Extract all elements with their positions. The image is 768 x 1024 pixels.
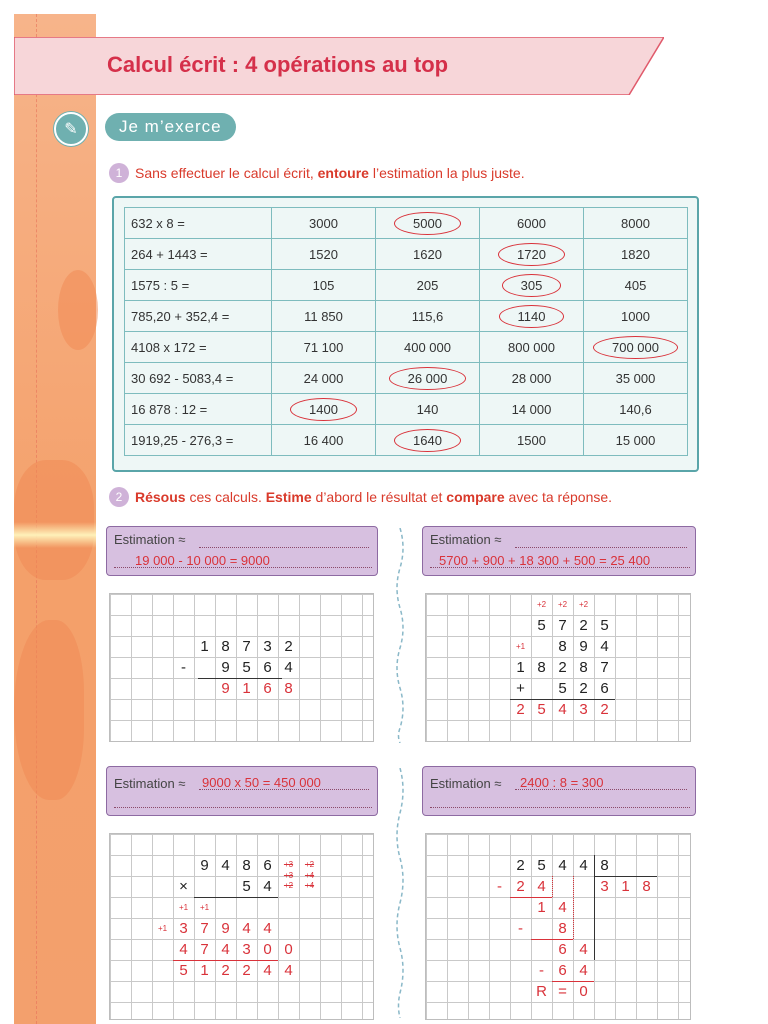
sidebar-silhouette [58, 270, 98, 350]
estimate-option[interactable] [480, 394, 584, 425]
exercise-number: 2 [109, 487, 129, 507]
estimate-option[interactable] [376, 270, 480, 301]
estimate-value: 1520 [309, 246, 338, 262]
carry-mark: +2 [578, 600, 589, 609]
crossed-carry: +4 [304, 870, 315, 880]
estimate-value: 28 000 [511, 370, 552, 386]
estimate-option[interactable] [480, 239, 584, 270]
carry-mark: +1 [178, 903, 189, 912]
digit: 1 [516, 659, 525, 676]
quotient-digit: 1 [621, 878, 630, 895]
estimation-label: Estimation ≈ [114, 776, 186, 791]
division-bar [594, 855, 595, 960]
digit: 8 [242, 857, 251, 874]
instruction-keyword: Estime [265, 489, 312, 505]
carry-mark: +2 [536, 600, 547, 609]
digit: 9 [221, 659, 230, 676]
circled-estimate: 305 [502, 274, 562, 297]
result-digit: 2 [221, 962, 230, 979]
result-digit: 8 [284, 680, 293, 697]
table-row [125, 394, 688, 425]
result-digit: 2 [516, 701, 525, 718]
estimate-value: 14 000 [511, 401, 552, 417]
digit: 4 [579, 857, 588, 874]
column-separator [393, 768, 407, 1018]
estimate-option[interactable] [376, 301, 480, 332]
estimate-option[interactable] [376, 363, 480, 394]
carry-mark: +1 [515, 642, 526, 651]
digit: 4 [600, 638, 609, 655]
partial-digit: 4 [179, 941, 188, 958]
estimation-answer: 2400 : 8 = 300 [520, 775, 604, 790]
estimate-value: 1620 [413, 246, 442, 262]
sidebar-highlight [14, 522, 96, 548]
digit: 9 [200, 857, 209, 874]
estimate-value: 405 [624, 277, 647, 293]
result-digit: 1 [200, 962, 209, 979]
estimate-option[interactable] [272, 301, 376, 332]
estimate-option[interactable] [272, 239, 376, 270]
result-digit: 4 [263, 962, 272, 979]
digit: 8 [558, 638, 567, 655]
estimate-value: 140,6 [619, 401, 652, 417]
remainder: R [536, 983, 547, 1000]
instruction-text: d’abord le résultat et [315, 489, 443, 505]
sidebar-silhouette [14, 460, 94, 580]
times-sign: × [179, 878, 188, 895]
digit: 2 [579, 617, 588, 634]
digit: 2 [558, 659, 567, 676]
answer-line [199, 547, 369, 548]
estimate-option[interactable] [480, 270, 584, 301]
circled-estimate: 1400 [290, 398, 357, 421]
estimation-grid [124, 207, 688, 456]
digit: 2 [579, 680, 588, 697]
bring-down-line [573, 876, 574, 939]
partial-digit: 7 [200, 920, 209, 937]
estimate-option[interactable] [376, 208, 480, 239]
step-digit: 1 [537, 899, 546, 916]
result-digit: 3 [579, 701, 588, 718]
result-digit: 2 [242, 962, 251, 979]
estimate-value: 35 000 [615, 370, 656, 386]
remainder: = [558, 983, 567, 1000]
estimation-answer: 9000 x 50 = 450 000 [202, 775, 321, 790]
crossed-carry: +2 [304, 860, 315, 869]
estimate-option[interactable] [584, 332, 688, 363]
step-digit: - [497, 878, 502, 895]
estimate-value: 3000 [309, 215, 338, 231]
digit: 5 [537, 857, 546, 874]
digit: 4 [284, 659, 293, 676]
crossed-carry: +3 [283, 870, 294, 880]
estimate-option[interactable] [584, 301, 688, 332]
calculation-grid [109, 833, 374, 1020]
digit: 2 [516, 857, 525, 874]
expression-cell: 16 878 : 12 = [125, 394, 272, 425]
estimation-label: Estimation ≈ [430, 776, 502, 791]
instruction-keyword: compare [446, 489, 505, 505]
result-digit: 1 [242, 680, 251, 697]
step-digit: 6 [558, 941, 567, 958]
result-digit: 5 [537, 701, 546, 718]
circled-estimate: 700 000 [593, 336, 678, 359]
instruction-text: Sans effectuer le calcul écrit, [135, 165, 314, 181]
estimate-value: 24 000 [303, 370, 344, 386]
estimate-option[interactable] [376, 332, 480, 363]
estimate-value: 400 000 [404, 339, 451, 355]
crossed-carry: +4 [304, 881, 315, 890]
plus-sign: + [516, 680, 525, 697]
divisor-digit: 8 [600, 857, 609, 874]
digit: 9 [579, 638, 588, 655]
digit: 1 [200, 638, 209, 655]
estimate-value: 105 [312, 277, 335, 293]
estimation-label: Estimation ≈ [114, 532, 186, 547]
step-digit: 8 [558, 920, 567, 937]
estimate-value: 1820 [621, 246, 650, 262]
bring-down-line [552, 876, 553, 897]
table-row [125, 270, 688, 301]
calculation-grid [425, 593, 691, 742]
table-row [125, 208, 688, 239]
estimation-box [422, 766, 696, 816]
minus-sign: - [181, 659, 186, 676]
answer-line [515, 547, 687, 548]
result-digit: 6 [263, 680, 272, 697]
carry-mark: +1 [199, 903, 210, 912]
estimate-option[interactable] [376, 425, 480, 456]
instruction-keyword: entoure [317, 165, 369, 181]
circled-estimate: 5000 [394, 212, 461, 235]
crossed-carry: +3 [283, 860, 294, 869]
digit: 5 [558, 680, 567, 697]
digit: 4 [221, 857, 230, 874]
estimate-option[interactable] [480, 332, 584, 363]
step-digit: 4 [579, 941, 588, 958]
carry-mark: +2 [557, 600, 568, 609]
estimate-option[interactable] [584, 239, 688, 270]
estimate-option[interactable] [376, 239, 480, 270]
exercise1-instruction [135, 165, 525, 181]
digit: 6 [263, 857, 272, 874]
column-separator [393, 528, 407, 743]
estimation-box [106, 526, 378, 576]
partial-digit: 7 [200, 941, 209, 958]
remainder: 0 [579, 983, 588, 1000]
expression-cell: 1919,25 - 276,3 = [125, 425, 272, 456]
circled-estimate: 26 000 [389, 367, 467, 390]
digit: 4 [263, 878, 272, 895]
digit: 2 [284, 638, 293, 655]
estimate-value: 140 [416, 401, 439, 417]
estimate-value: 800 000 [508, 339, 555, 355]
digit: 7 [242, 638, 251, 655]
result-digit: 9 [221, 680, 230, 697]
circled-estimate: 1140 [499, 305, 565, 328]
page-title: Calcul écrit : 4 opérations au top [107, 52, 449, 77]
digit: 5 [242, 878, 251, 895]
expression-cell: 785,20 + 352,4 = [125, 301, 272, 332]
expression-cell: 30 692 - 5083,4 = [125, 363, 272, 394]
table-row [125, 425, 688, 456]
section-label: Je m’exerce [105, 113, 236, 141]
step-digit: 4 [579, 962, 588, 979]
calculation-grid [109, 593, 374, 742]
step-digit: 2 [516, 878, 525, 895]
digit: 4 [558, 857, 567, 874]
exercise-number: 1 [109, 163, 129, 183]
exercise2-instruction [135, 489, 612, 505]
carry-mark: +1 [157, 924, 168, 933]
estimate-option[interactable] [376, 394, 480, 425]
estimation-box [422, 526, 696, 576]
answer-line [114, 807, 372, 808]
circled-estimate: 1720 [498, 243, 565, 266]
estimate-option[interactable] [272, 363, 376, 394]
estimate-value: 11 850 [304, 308, 343, 324]
estimate-option[interactable] [480, 363, 584, 394]
estimate-option[interactable] [584, 425, 688, 456]
instruction-keyword: Résous [135, 489, 186, 505]
estimate-option[interactable] [480, 301, 584, 332]
estimation-box [106, 766, 378, 816]
result-digit: 4 [284, 962, 293, 979]
step-digit: - [518, 920, 523, 937]
estimate-value: 71 100 [303, 339, 344, 355]
digit: 8 [221, 638, 230, 655]
estimate-option[interactable] [584, 394, 688, 425]
digit: 7 [600, 659, 609, 676]
pencil-icon: ✎ [54, 112, 88, 146]
partial-digit: 4 [263, 920, 272, 937]
quotient-digit: 3 [600, 878, 609, 895]
estimate-value: 16 400 [303, 432, 344, 448]
estimate-option[interactable] [480, 208, 584, 239]
digit: 7 [558, 617, 567, 634]
estimate-option[interactable] [272, 425, 376, 456]
partial-digit: 9 [221, 920, 230, 937]
step-digit: 6 [558, 962, 567, 979]
sidebar-silhouette [14, 620, 84, 800]
partial-digit: 3 [179, 920, 188, 937]
expression-cell: 1575 : 5 = [125, 270, 272, 301]
result-digit: 5 [179, 962, 188, 979]
estimate-value: 15 000 [615, 432, 656, 448]
digit: 6 [263, 659, 272, 676]
estimate-option[interactable] [584, 208, 688, 239]
estimate-option[interactable] [272, 394, 376, 425]
digit: 5 [600, 617, 609, 634]
instruction-text: ces calculs. [189, 489, 262, 505]
digit: 5 [242, 659, 251, 676]
crossed-carry: +2 [283, 881, 294, 890]
step-digit: 4 [537, 878, 546, 895]
estimate-option[interactable] [584, 270, 688, 301]
estimation-label: Estimation ≈ [430, 532, 502, 547]
step-digit: 4 [558, 899, 567, 916]
digit: 3 [263, 638, 272, 655]
estimate-value: 1500 [517, 432, 546, 448]
estimation-answer: 19 000 - 10 000 = 9000 [135, 553, 270, 568]
estimate-option[interactable] [584, 363, 688, 394]
estimate-option[interactable] [272, 270, 376, 301]
partial-digit: 4 [242, 920, 251, 937]
result-digit: 2 [600, 701, 609, 718]
table-row [125, 363, 688, 394]
table-row [125, 301, 688, 332]
estimate-option[interactable] [480, 425, 584, 456]
partial-digit: 4 [221, 941, 230, 958]
estimate-value: 8000 [621, 215, 650, 231]
instruction-text: l’estimation la plus juste. [372, 165, 525, 181]
partial-digit: 3 [242, 941, 251, 958]
quotient-digit: 8 [642, 878, 651, 895]
digit: 6 [600, 680, 609, 697]
table-row [125, 239, 688, 270]
calculation-grid [425, 833, 691, 1020]
answer-line [430, 807, 690, 808]
step-digit: - [539, 962, 544, 979]
estimate-value: 205 [416, 277, 439, 293]
partial-digit: 0 [263, 941, 272, 958]
instruction-text: avec ta réponse. [508, 489, 613, 505]
partial-digit: 0 [284, 941, 293, 958]
digit: 8 [579, 659, 588, 676]
expression-cell: 4108 x 172 = [125, 332, 272, 363]
expression-cell: 264 + 1443 = [125, 239, 272, 270]
digit: 5 [537, 617, 546, 634]
digit: 8 [537, 659, 546, 676]
estimation-answer: 5700 + 900 + 18 300 + 500 = 25 400 [439, 553, 651, 568]
circled-estimate: 1640 [394, 429, 461, 452]
estimation-table [112, 196, 699, 472]
estimate-option[interactable] [272, 208, 376, 239]
estimate-value: 115,6 [411, 308, 444, 324]
estimate-option[interactable] [272, 332, 376, 363]
expression-cell: 632 x 8 = [125, 208, 272, 239]
estimate-value: 6000 [517, 215, 546, 231]
table-row [125, 332, 688, 363]
result-digit: 4 [558, 701, 567, 718]
estimate-value: 1000 [621, 308, 650, 324]
